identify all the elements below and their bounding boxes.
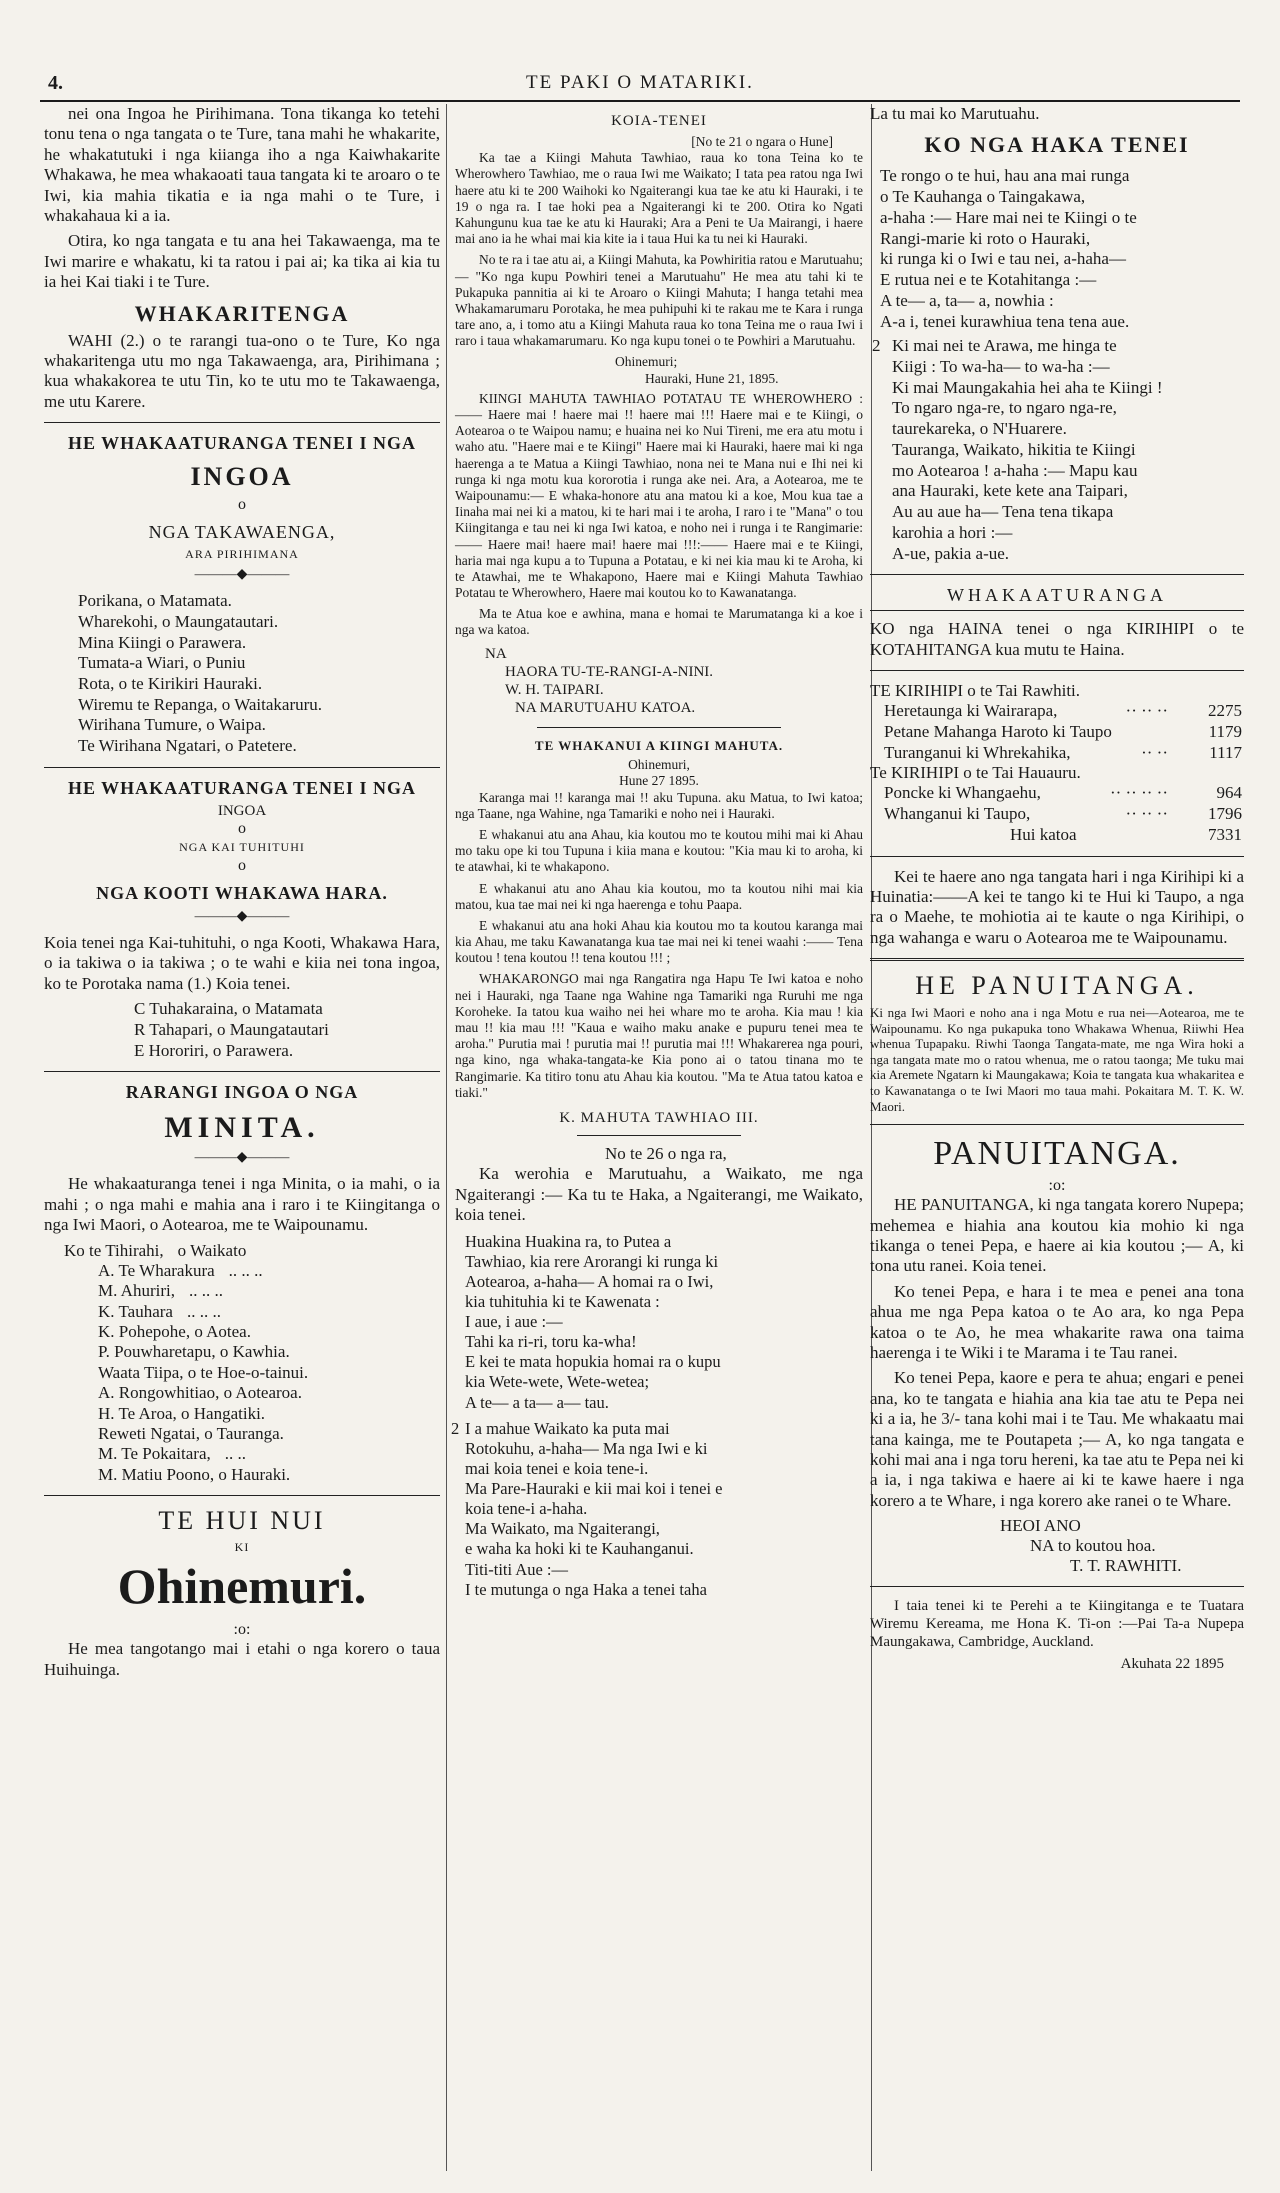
- column-3: [870, 104, 1244, 2171]
- minister-name: K. Pohepohe, o Aotea.: [98, 1322, 251, 1342]
- list-item: [98, 1404, 440, 1424]
- verse-line: Huakina Huakina ra, to Putea a: [465, 1231, 672, 1251]
- signature: T. T. RAWHITI.: [1070, 1556, 1182, 1576]
- verse-line: ana Hauraki, kete kete ana Taipari,: [892, 481, 1128, 501]
- verse-line: kia tuhituhia ki te Kawenata :: [465, 1291, 660, 1311]
- verse-line: Te rongo o te hui, hau ana mai runga: [880, 166, 1130, 186]
- minister-place: .. .. ..: [188, 1281, 223, 1301]
- divider: [870, 1586, 1244, 1587]
- verse-line: Au au aue ha— Tena tena tikapa: [892, 502, 1114, 522]
- paragraph: Kei te haere ano nga tangata hari i nga Kirihipi ki a Huinatia:——A kei te tango ki te Hui ki Taupo, a nga ra o Maehe, te mohiotia ai te kaute o nga Kirihipi, o nga wahanga e waru o Aotearoa me te Waipounamu.: [870, 866, 1244, 947]
- divider: [870, 670, 1244, 671]
- signature: HEOI ANO: [1000, 1516, 1081, 1536]
- minister-name: M. Ahuriri,: [98, 1281, 175, 1301]
- minister-name: M. Matiu Poono, o Hauraki.: [98, 1464, 291, 1484]
- divider: [870, 574, 1244, 575]
- verse-line: o Te Kauhanga o Taingakawa,: [880, 187, 1086, 207]
- paragraph: He whakaaturanga tenei i nga Minita, o ia mahi, o ia mahi ; o nga mahi e mahia ana i raro i te Kiingitanga o nga Iwi Maori, o Aotearoa, me te Waipounamu.: [44, 1174, 440, 1235]
- paragraph: KO nga HAINA tenei o nga KIRIHIPI o te KOTAHITANGA kua mutu te Haina.: [870, 619, 1244, 659]
- section-title-big: MINITA.: [164, 1111, 320, 1145]
- section-subtitle: NGA TAKAWAENGA,: [148, 522, 336, 543]
- verse-line: I aue, i aue :—: [465, 1312, 563, 1332]
- list-item: Porikana, o Matamata.: [78, 591, 232, 611]
- verse-number: 2: [872, 336, 881, 356]
- paragraph: Karanga mai !! karanga mai !! aku Tupuna. aku Matua, to Iwi katoa; nga Taane, nga Wahine, nga Tamariki e noho nei i Hauraki.: [455, 789, 863, 821]
- list-item: Rota, o te Kirikiri Hauraki.: [78, 674, 263, 694]
- verse-number: 2: [451, 1418, 460, 1438]
- minister-name: A. Te Wharakura: [98, 1260, 215, 1280]
- verse-line: Titi-titi Aue :—: [465, 1559, 568, 1579]
- minister-name: M. Te Pokaitara,: [98, 1444, 211, 1464]
- section-subtitle-small: ARA PIRIHIMANA: [185, 547, 299, 562]
- verse-line: kia Wete-wete, Wete-wetea;: [465, 1372, 650, 1392]
- verse-line: Kiigi : To wa-ha— to wa-ha :—: [892, 357, 1110, 376]
- minister-name: A. Rongowhitiao, o Aotearoa.: [98, 1383, 302, 1403]
- leader-dots: ·· ··: [1141, 742, 1168, 762]
- table-row: [870, 825, 1244, 846]
- haka-verse-2: [451, 1418, 863, 1600]
- paragraph: Ko tenei Pepa, e hara i te mea e penei ana tona ahua me nga Pepa katoa o te Ao ara, ko nga Pepa katoa o te Ao, he mea whakarite rawa ona taima haerenga i te Wiki i te Marama i te Tau ranei.: [870, 1281, 1244, 1362]
- clerks-list: [134, 999, 440, 1061]
- minister-name: P. Pouwharetapu, o Kawhia.: [98, 1342, 290, 1362]
- connector: o: [238, 856, 246, 874]
- list-item: [98, 1444, 440, 1464]
- list-item: Te Wirihana Ngatari, o Patetere.: [78, 736, 297, 756]
- dateline: Akuhata 22 1895: [1120, 1656, 1224, 1673]
- paragraph: KIINGI MAHUTA TAWHIAO POTATAU TE WHEROWHERO :—— Haere mai ! haere mai !! haere mai !!! Haere mai e te Kiingi, o Aotearoa o te Waipou namu; e huaina nei ko Nui Tireni, me era atu motu i waho atu. "Haere mai e te Kiingi" Haere mai ki Hauraki, haere mai ki nga haerenga a te Matua a Kiingi Tawhiao, nona nei te Mana nui e Ihi nei ki runga ki nga motu kua kororotia i runga ake nei. Ara, a Aotearoa, me te Waipounamu:— E whaka-honore atu ana matou ki a koe, Mou kua tae a Iinaha mai nei ki a matou, ki te hari mai i te aroha, I raro i te "Mana" o tou Kiingitanga e tau nei ki nga Iwi katoa, e noho nei i runga i te Rangimarie:—— Haere mai! haere mai! haere mai !!!:—— Haere mai e te Kiingi, haria mai nga kupu a to Tupuna a Potatau, e ki nei kia mau ki te Aroha, ki te Atawhai, me te Whakapono, Haere mai e Kiingi Mahuta Tawhiao Potatau te Wherowhero, Haere mai koutou ko to Kawanatanga.: [455, 390, 863, 601]
- heading-panui: HE PANUITANGA.: [915, 971, 1199, 1001]
- verse-line: taurekareka, o N'Huarere.: [892, 419, 1067, 439]
- verse-line: Rotokuhu, a-haha— Ma nga Iwi e ki: [465, 1438, 708, 1458]
- signature: NA to koutou hoa.: [1030, 1536, 1156, 1556]
- heading-whakaritenga: WHAKARITENGA: [134, 300, 350, 326]
- verse-line: e waha ka hoki ki te Kauhanganui.: [465, 1539, 694, 1559]
- divider: [44, 422, 440, 423]
- divider: [44, 1495, 440, 1496]
- paragraph: He mea tangotango mai i etahi o nga korero o taua Huihuinga.: [44, 1639, 440, 1679]
- connector: o: [238, 496, 246, 514]
- verse-line: karohia a hori :—: [892, 522, 1013, 542]
- section-title: HE WHAKAATURANGA TENEI I NGA: [67, 433, 417, 454]
- table-row: [870, 743, 1244, 764]
- signature-count: 1179: [1208, 721, 1242, 741]
- verse-line: Tauranga, Waikato, hikitia te Kiingi: [892, 439, 1136, 459]
- table-title: Te KIRIHIPI o te Tai Hauauru.: [870, 763, 1081, 783]
- minister-name: H. Te Aroa, o Hangatiki.: [98, 1403, 266, 1423]
- divider: [870, 958, 1244, 961]
- signatures-table: [870, 783, 1244, 845]
- table-row: [870, 804, 1244, 825]
- signature-count: 7331: [1208, 824, 1242, 844]
- divider: [537, 727, 782, 728]
- list-item: [98, 1424, 440, 1444]
- verse-line: A-a i, tenei kurawhiua tena tena aue.: [880, 311, 1130, 331]
- heading-koia-tenei: KOIA-TENEI: [611, 113, 707, 129]
- section-title: RARANGI INGOA O NGA: [125, 1082, 359, 1103]
- paragraph: La tu mai ko Marutuahu.: [870, 104, 1040, 123]
- verse-line: koia tene-i a-haha.: [465, 1499, 588, 1519]
- leader-dots: ·· ·· ··: [1125, 804, 1168, 824]
- minister-place: .. ..: [224, 1444, 246, 1464]
- verse-line: E rutua nei e te Kotahitanga :—: [880, 270, 1097, 290]
- verse-line: Aotearoa, a-haha— A homai ra o Iwi,: [465, 1271, 714, 1291]
- divider: [870, 856, 1244, 857]
- paragraph: E whakanui atu ana hoki Ahau kia koutou mo ta koutou karanga mai kia Ahau, me taku Kawanatanga kua tae mai nei ki tenei waahi :—— Tena koutou ! tena koutou !! tena koutou !!! ;: [455, 917, 863, 966]
- haka-lines: [465, 1419, 863, 1600]
- heading-whakaaturanga: WHAKAATURANGA: [947, 585, 1167, 606]
- column-1: [44, 104, 440, 2171]
- list-item: [98, 1363, 440, 1383]
- list-item: Wiremu te Repanga, o Waitakaruru.: [78, 694, 323, 714]
- verse-line: I te mutunga o nga Haka a tenei taha: [465, 1579, 707, 1599]
- list-item: Tumata-a Wiari, o Puniu: [78, 653, 246, 673]
- heading-whakanui: TE WHAKANUI A KIINGI MAHUTA.: [534, 737, 784, 753]
- verse-line: a-haha :— Hare mai nei te Kiingi o te: [880, 207, 1137, 227]
- list-item: [98, 1465, 440, 1485]
- paragraph: E whakanui atu ano Ahau kia koutou, mo ta koutou nihi mai kia matou, kua tae mai nei ki nga haerenga e tohu Paapa.: [455, 880, 863, 912]
- paragraph: E whakanui atu ana Ahau, kia koutou mo te koutou mihi mai ki Ahau mo taku ope ki tou Tupuna i kiia mana e koutou: "Kia mau ki to aroha, ki te atawhai, ki te whakapono.: [455, 826, 863, 875]
- paragraph: WAHI (2.) o te rarangi tua-ono o te Ture, Ko nga whakaritenga utu mo nga Takawaenga, ara, Pirihimana ; kua whakakorea te utu Tin, ko te utu mo te Takawaenga, me utu Karere.: [44, 330, 440, 411]
- table-row: [870, 701, 1244, 722]
- list-item: [98, 1302, 440, 1322]
- table-title: TE KIRIHIPI o te Tai Rawhiti.: [870, 681, 1081, 701]
- section-title: HE WHAKAATURANGA TENEI I NGA: [67, 777, 417, 798]
- separator: :o:: [233, 1621, 251, 1639]
- list-item: Mina Kiingi o Parawera.: [78, 632, 247, 652]
- signature-king: K. MAHUTA TAWHIAO III.: [559, 1109, 759, 1126]
- paragraph: nei ona Ingoa he Pirihimana. Tona tikanga ko tetehi tonu tena o nga tangata o te Ture, tana mahi he whakarite, he whakatutuki i nga kiianga iho a nga Kaiwhakarite Whakawa, he mea whakaoati taua tangata ki te aroaro o te Iwi, kia mahia tikatia e ia nga mahi o te Ture, i whakahaua ki a ia.: [44, 104, 440, 225]
- divider: [44, 1071, 440, 1072]
- verse-line: A-ue, pakia a-ue.: [892, 543, 1010, 563]
- section-subtitle: NGA KOOTI WHAKAWA HARA.: [96, 882, 388, 903]
- heading-haka: KO NGA HAKA TENEI: [924, 132, 1190, 158]
- dateline: Hauraki, Hune 21, 1895.: [645, 370, 779, 386]
- verse-line: ki runga ki o Iwi e tau nei, a-haha—: [880, 249, 1126, 269]
- verse-line: Ki mai Maungakahia hei aha te Kiingi !: [892, 377, 1163, 397]
- paragraph: Otira, ko nga tangata e tu ana hei Takawaenga, ma te Iwi marire e whakatu, ki ta ratou i pai ai; ka tika ai kia tu ia hei Kai tiaki i te Ture.: [44, 231, 440, 292]
- verse-line: Rangi-marie ki roto o Hauraki,: [880, 228, 1091, 248]
- divider: [577, 1135, 740, 1136]
- paragraph: WHAKARONGO mai nga Rangatira nga Hapu Te Iwi katoa e noho nei i Hauraki, nga Taane nga Wahine nga Tamariki nga Ruruhi me nga Koroheke. Ia tatou kua waiho nei hei whare mo te aroha. Kia mau ! kia mau !! kia mau !!! "Kaua e waiho maku anake e pupuru tenei mea te aroha." Purutia mai ! purutia mai !! purutia mai !!! Whakarerea nga pouri, nga kino, nga whaka-tangata-ke Kia pono ai o tatou tinana mo te Rangimarie. Ka titiro tonu atu Ahau kia koutou. "Ma te Atua tatou katoa e tiaki.": [455, 971, 863, 1100]
- minister-name: K. Tauhara: [98, 1301, 173, 1321]
- haka-verse: [465, 1232, 863, 1413]
- region-name: Hui katoa: [1010, 824, 1077, 844]
- divider: [870, 1124, 1244, 1125]
- signature-na: NA: [485, 645, 507, 662]
- list-item: C Tuhakaraina, o Matamata: [134, 999, 323, 1019]
- names-list: [78, 591, 440, 757]
- region-name: Whanganui ki Taupo,: [884, 804, 1031, 824]
- minister-place: .. .. ..: [228, 1260, 263, 1280]
- signature-name: HAORA TU-TE-RANGI-A-NINI.: [505, 663, 714, 680]
- verse-line: Tahi ka ri-ri, toru ka-wha!: [465, 1332, 637, 1352]
- paragraph: Ma te Atua koe e awhina, mana e homai te Marumatanga ki a koe i nga wa katoa.: [455, 606, 863, 638]
- dateline: Hune 27 1895.: [619, 773, 699, 789]
- haka-verse: [880, 166, 1244, 332]
- region-name: Petane Mahanga Haroto ki Taupo: [884, 721, 1112, 741]
- signature-count: 1796: [1208, 804, 1242, 824]
- place: Ohinemuri,: [628, 757, 690, 773]
- list-item: Wirihana Tumure, o Waipa.: [78, 715, 266, 735]
- list-item: R Tahapari, o Maungatautari: [134, 1019, 329, 1039]
- verse-line: I a mahue Waikato ka puta mai: [465, 1418, 670, 1438]
- minister-name: Waata Tiipa, o te Hoe-o-tainui.: [98, 1362, 309, 1382]
- signature-name: W. H. TAIPARI.: [505, 681, 604, 698]
- minister-place: .. .. ..: [186, 1301, 221, 1321]
- list-item: [98, 1383, 440, 1403]
- region-name: Poncke ki Whangaehu,: [884, 783, 1041, 803]
- paragraph: Ko tenei Pepa, kaore e pera te ahua; engari e penei ana, ko te tangata e hiahia ana kia tae atu te Pepa nei ki a ia, he 3/- tana kohi mai i te Tau. Me whakaatu mai tana kainga, me te Poutapeta ;— A, ko nga tangata e kohi mai ana i nga toru hereni, ka tae atu te Pepa nei ki a ia, i nga takiwa e haere ai ki te kawe haere i nga korero a te Whare, i nga korero ake ranei o te Whare.: [870, 1368, 1244, 1510]
- leader-dots: ·· ·· ·· ··: [1109, 783, 1168, 803]
- list-item: Wharekohi, o Maungatautari.: [78, 611, 279, 631]
- verse-line: A te— a ta— a— tau.: [465, 1392, 609, 1412]
- list-item: [98, 1342, 440, 1362]
- verse-line: Ma Waikato, ma Ngaiterangi,: [465, 1519, 660, 1539]
- ornament-divider-icon: ———◆———: [194, 1150, 290, 1166]
- page-header: [40, 70, 1240, 102]
- masthead: TE PAKI O MATARIKI.: [526, 72, 754, 93]
- signature-count: 2275: [1208, 701, 1242, 721]
- divider: [44, 767, 440, 768]
- dateline: [No te 21 o ngara o Hune]: [691, 134, 833, 149]
- list-item: [98, 1261, 440, 1281]
- connector: KI: [234, 1540, 250, 1555]
- page-number: 4.: [48, 72, 63, 94]
- separator: :o:: [1048, 1177, 1066, 1195]
- connector: o: [238, 819, 246, 837]
- region-name: Turanganui ki Whrekahika,: [884, 742, 1071, 762]
- paragraph: HE PANUITANGA, ki nga tangata korero Nupepa; mehemea e hiahia ana koutou kia mohio ki nga tikanga o tenei Pepa, e haere ai kia koutou ;— A, ki tona utu ranei. Koia tenei.: [870, 1195, 1244, 1276]
- verse-line: A te— a, ta— a, nowhia :: [880, 290, 1054, 310]
- haka-lines: [892, 336, 1244, 564]
- table-row: [870, 783, 1244, 804]
- paragraph: Ka werohia e Marutuahu, a Waikato, me nga Ngaiterangi :— Ka tu te Haka, a Ngaiterangi, me Waikato, koia tenei.: [455, 1164, 863, 1225]
- verse-line: mai koia tenei e koia tene-i.: [465, 1458, 649, 1478]
- leader-dots: [1101, 825, 1170, 846]
- minister-name: Reweti Ngatai, o Tauranga.: [98, 1424, 284, 1444]
- section-subtitle: INGOA: [217, 802, 267, 819]
- verse-line: E kei te mata hopukia homai ra o kupu: [465, 1352, 721, 1372]
- section-title: TE HUI NUI: [158, 1506, 326, 1536]
- signature-count: 964: [1216, 783, 1242, 803]
- leader-dots: [1122, 722, 1170, 743]
- paragraph: I taia tenei ki te Perehi a te Kiingitanga e te Tuatara Wiremu Kereama, me Hona K. Ti-on :—Pai Ta-a Nupepa Maungakawa, Cambridge, Auckland.: [870, 1598, 1244, 1651]
- dateline: No te 26 o nga ra,: [605, 1143, 727, 1163]
- ministers-list: [64, 1241, 440, 1486]
- place: Ohinemuri;: [615, 354, 678, 370]
- list-item: [64, 1241, 440, 1261]
- verse-line: Ki mai nei te Arawa, me hinga te: [892, 336, 1117, 356]
- leader-dots: ·· ·· ··: [1125, 701, 1168, 721]
- table-row: [870, 722, 1244, 743]
- ornament-divider-icon: ———◆———: [194, 908, 290, 924]
- paragraph: No te ra i tae atu ai, a Kiingi Mahuta, ka Powhiritia ratou e Marutuahu;— "Ko nga kupu Powhiri tenei a Marutuahu" He mea atu tahi ki te Pukapuka pannitia ai ki te Aroaro o Kiingi Mahuta; I hanga tetahi mea Whakamarumaru Porotaka, he mea puhipuhi ki te rakau me te Kara i runga tare ano, a, i tomo atu a Kiingi Mahuta raua ko tona Teina me o raua Iwi i raro i taua whakamarumaru. Ko nga kupu tonei o te Powhiri a Marutuahu.: [455, 252, 863, 349]
- paragraph: Ka tae a Kiingi Mahuta Tawhiao, raua ko tona Teina ko te Wherowhero Tawhiao, me o raua Iwi me Waikato; I tata pea ratou nga Iwi haere atu ki te 200 Waihoki ko Ngaiterangi kua tae ke atu ki Hauraki, i te 19 o nga ra. I tae hoki pea a Ngaiterangi ki te 200. Otira ko Ngati Kahungunu kua tae ke atu ki Hauraki; Ara a Peni te Ua Mairangi, i haere mai ano ia he whai mai kia kite ia i taua Hui ka tu nei ki Hauraki.: [455, 150, 863, 247]
- region-name: Heretaunga ki Wairarapa,: [884, 701, 1058, 721]
- signatures-table: [870, 701, 1244, 763]
- list-item: [98, 1281, 440, 1301]
- paragraph: Ki nga Iwi Maori e noho ana i nga Motu e rua nei—Aotearoa, me te Waipounamu. Ko nga pukapuka tono Whakawa Whenua, Riiwhi Hea whenua Tupapaku. Riwhi Taonga Tangata-mate, me nga Wira hoki a nga tangata mate mo o ratou whenua, me o ratou taonga; Me tuku mai kia Aremete Ngatarn ki Maungakawa; Koia te tangata kua whakaritea e to Kawanatanga o te Iwi Maori mo taua mahi. Pokaitara M. T. K. W. Maori.: [870, 1005, 1244, 1114]
- signature-count: 1117: [1209, 742, 1242, 762]
- verse-line: Tawhiao, kia rere Arorangi ki runga ki: [465, 1251, 719, 1271]
- section-title-big: Ohinemuri.: [117, 1558, 367, 1615]
- verse-line: To ngaro nga-re, to ngaro nga-re,: [892, 398, 1117, 418]
- section-title-big: INGOA: [190, 462, 294, 492]
- verse-line: Ma Pare-Hauraki e kii mai koi i tenei e: [465, 1479, 723, 1499]
- list-item: [98, 1322, 440, 1342]
- haka-verse-2: [872, 336, 1244, 564]
- signature-name: NA MARUTUAHU KATOA.: [515, 699, 696, 716]
- paragraph: Koia tenei nga Kai-tuhituhi, o nga Kooti, Whakawa Hara, o ia takiwa o ia takiwa ; o te wahi e kiia nei tona ingoa, ko te Porotaka nama (1.) Koia tenei.: [44, 932, 440, 993]
- ornament-divider-icon: ———◆———: [194, 567, 290, 583]
- minister-name: Ko te Tihirahi,: [64, 1240, 164, 1260]
- verse-line: mo Aotearoa ! a-haha :— Mapu kau: [892, 460, 1138, 480]
- column-2: [446, 104, 872, 2171]
- section-subtitle-small: NGA KAI TUHITUHI: [179, 839, 305, 854]
- list-item: E Hororiri, o Parawera.: [134, 1040, 294, 1060]
- divider: [870, 610, 1244, 611]
- minister-place: o Waikato: [177, 1240, 247, 1260]
- signature-block: [485, 645, 863, 717]
- heading-panuitanga: PANUITANGA.: [933, 1135, 1181, 1173]
